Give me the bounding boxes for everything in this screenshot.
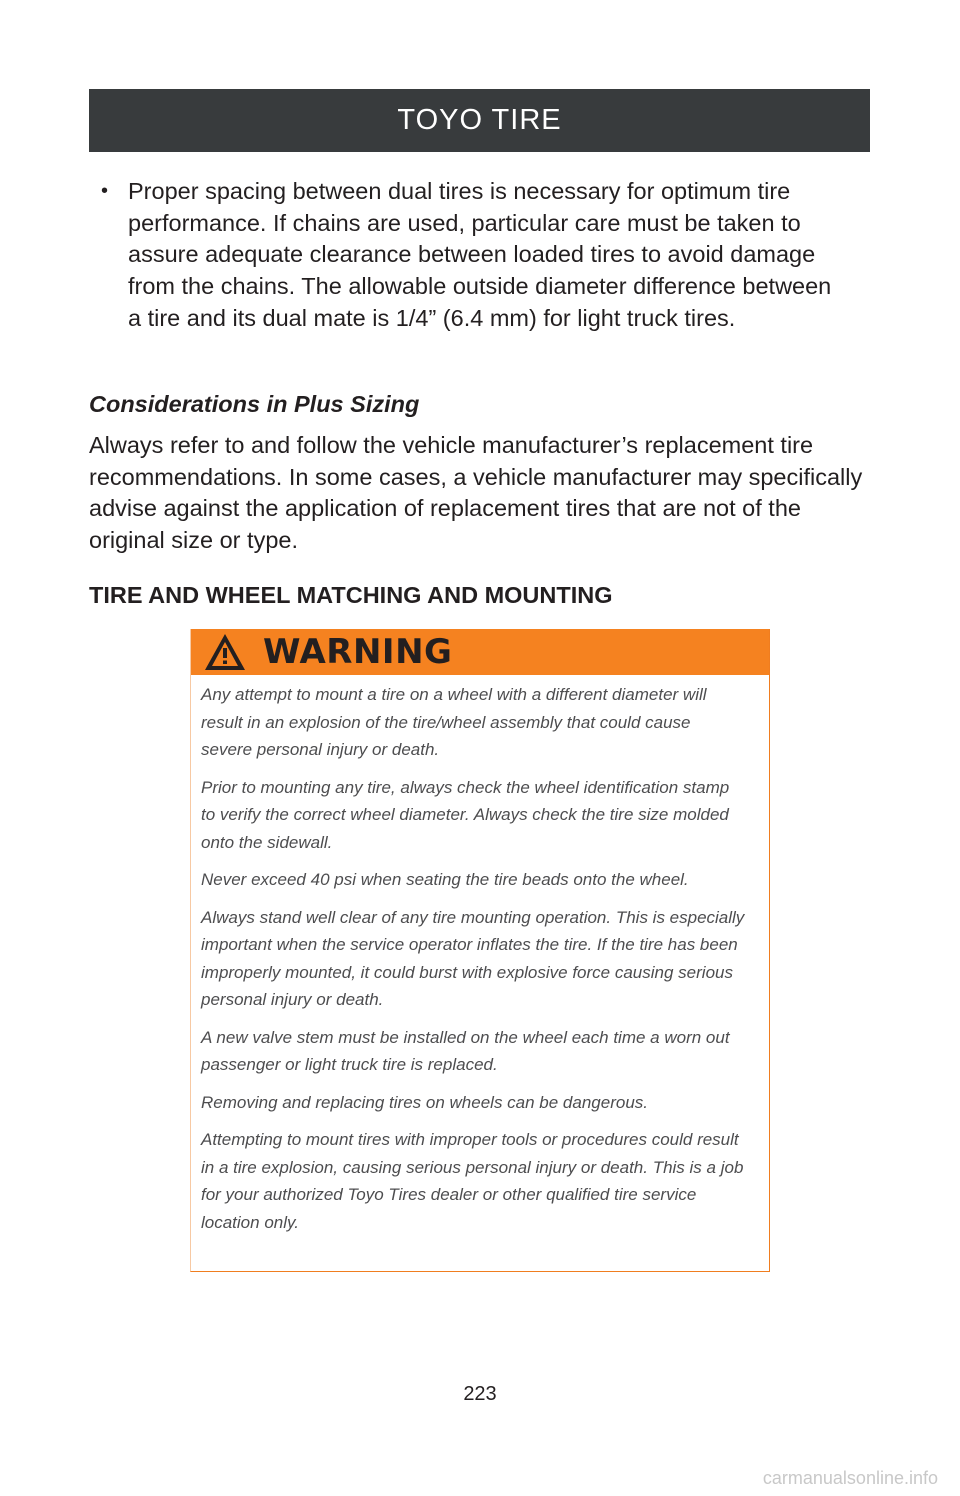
warning-paragraph: Any attempt to mount a tire on a wheel with a different diameter will result in an explosion of the tire/wheel assembly that could cause severe personal injury or death.	[201, 685, 707, 759]
plus-sizing-heading: Considerations in Plus Sizing	[89, 391, 420, 417]
warning-paragraph: Prior to mounting any tire, always check the wheel identification stamp to verify the correct wheel diameter. Always check the tire size molded onto the sidewall.	[201, 777, 730, 852]
warning-title: WARNING	[263, 632, 453, 672]
warning-box	[190, 629, 770, 1272]
header-bar	[89, 89, 870, 152]
bullet-marker: •	[101, 180, 109, 202]
watermark: carmanualsonline.info	[762, 1468, 938, 1488]
warning-paragraph: Attempting to mount tires with improper tools or procedures could result in a tire explosion, causing serious personal injury or death. This is a job for your authorized Toyo Tires dealer or other qualified tire service location only.	[201, 1130, 744, 1232]
warning-paragraph: A new valve stem must be installed on the wheel each time a worn out passenger or light truck tire is replaced.	[201, 1027, 730, 1074]
page-number: 223	[463, 1383, 497, 1405]
plus-sizing-body: Always refer to and follow the vehicle manufacturer’s replacement tire recommendations. In some cases, a vehicle manufacturer may specifically advise against the application of replacement tires that are not of the original size or type.	[89, 432, 863, 554]
dual-tire-bullet	[101, 176, 841, 335]
bullet-text: Proper spacing between dual tires is necessary for optimum tire performance. If chains are used, particular care must be taken to assure adequate clearance between loaded tires to avoid damage from the chains. The allowable outside diameter difference between a tire and its dual mate is 1/4” (6.4 mm) for light truck tires.	[128, 178, 832, 331]
warning-paragraph: Removing and replacing tires on wheels can be dangerous.	[201, 1092, 648, 1112]
warning-content	[191, 675, 769, 1236]
warning-header	[191, 629, 769, 675]
page-title: TOYO TIRE	[397, 104, 562, 136]
mounting-heading: TIRE AND WHEEL MATCHING AND MOUNTING	[89, 582, 613, 608]
warning-paragraph: Never exceed 40 psi when seating the tire beads onto the wheel.	[201, 870, 689, 889]
warning-triangle-icon	[203, 632, 247, 672]
warning-paragraph: Always stand well clear of any tire mounting operation. This is especially important when the service operator inflates the tire. If the tire has been improperly mounted, it could burst with explosive force causing serious personal injury or death.	[201, 907, 745, 1009]
